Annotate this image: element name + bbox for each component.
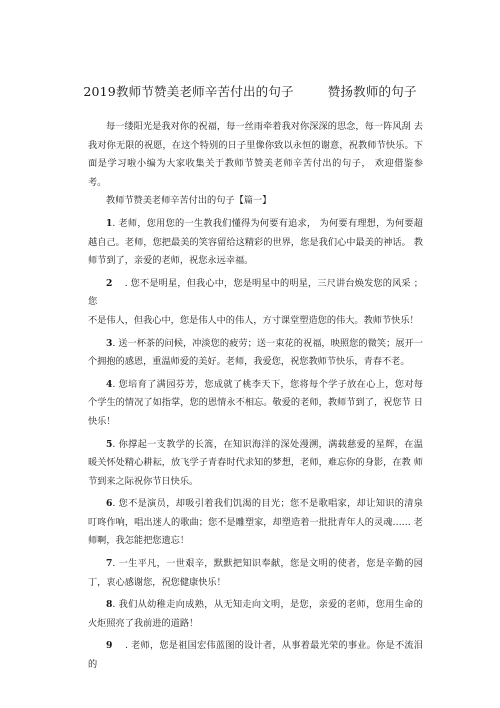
title-secondary: 赞扬教师的句子 [327, 84, 417, 99]
page-title [0, 82, 500, 100]
item-text: 不是伟人，但我心中，您是伟人中的伟人，方寸课堂塑造您的伟大。教师节快乐！ [88, 314, 419, 326]
list-item [88, 436, 423, 492]
section-heading: 教师节赞美老师辛苦付出的句子【篇一】 [106, 195, 272, 207]
title-main: 2019教师节赞美老师辛苦付出的句子 [83, 84, 294, 99]
item-text: . 老师，您是祖国宏伟蓝图的设计者，从事着最光荣的事业。你是不流泪的 [88, 640, 423, 671]
item-number: 7 [106, 558, 113, 570]
item-text: . 您不是明星，但我心中，您是明星中的明星，三尺讲台焕发您的风采 ；您 [88, 277, 423, 308]
item-number: 9 [106, 640, 113, 652]
list-item [88, 376, 423, 432]
item-number: 8 [106, 599, 113, 611]
item-number: 5 [106, 438, 113, 450]
item-number: 1 [106, 217, 113, 229]
list-item [88, 495, 423, 551]
item-text: . 您不是演员，却吸引着我们饥渴的目光；您不是歌唱家，却让知识的清泉 叮咚作响，唱出迷人的歌曲；您不是雕塑家，却塑造着一批批青年人的灵魂…… 老师啊，我怎能把您遗忘！ [88, 498, 423, 547]
list-item [88, 596, 423, 633]
list-item [88, 637, 423, 674]
list-item [88, 215, 423, 271]
item-text: . 老师，您用您的一生教我们懂得为何要有追求， 为何要有理想，为何要超越自己。老师，您把最美的笑容留给这精彩的世界，您是我们心中最美的神话。 教师节到了，亲爱的老师，祝您永远幸福。 [88, 217, 423, 267]
list-item [88, 335, 423, 372]
item-text: . 你撑起一支教学的长篙，在知识海洋的深处漫溯，满载慈爱的星辉，在温 暖关怀处精心耕耘，放飞学子青春时代求知的梦想，老师，难忘你的身影，在教 师节到来之际祝你节日快乐。 [88, 438, 423, 487]
list-item [88, 275, 423, 312]
item-text: . 您培育了满园芬芳，您成就了桃李天下，您将每个学子放在心上，您对每 个学生的情况了如指掌，您的恩情永不相忘。敬爱的老师，教师节到了，祝您节 日快乐！ [88, 378, 423, 427]
intro-paragraph: 每一缕阳光是我对你的祝福，每一丝雨牵着我对你深深的思念，每一阵风刮 去我对你无限的祝愿，在这个特别的日子里像你致以永恒的谢意，祝教师节快乐。下面是学习啦小编为大家收集关于教师节赞美老师辛苦付出的句子， 欢迎借鉴参 考。 [88, 121, 423, 188]
item-number: 2 [106, 277, 113, 289]
item-number: 3 [106, 337, 113, 349]
item-number: 4 [106, 378, 113, 390]
list-item-continuation [88, 312, 423, 331]
item-text: . 送一杯茶的问候，冲淡您的疲劳；送一束花的祝福，映照您的微笑；展开一个拥抱的感恩，重温师爱的美好。老师，我爱您，祝您教师节快乐，青春不老。 [88, 337, 423, 368]
item-text: . 一生平凡，一世艰辛，默默把知识奉献，您是文明的使者，您是辛勤的园 丁，衷心感谢您，祝您健康快乐！ [88, 558, 423, 588]
item-number: 6 [106, 498, 113, 510]
list-item [88, 555, 423, 592]
document-body [88, 118, 423, 675]
item-text: . 我们从幼稚走向成熟，从无知走向文明，是您，亲爱的老师，您用生命的 火炬照亮了我前进的道路！ [88, 599, 423, 629]
